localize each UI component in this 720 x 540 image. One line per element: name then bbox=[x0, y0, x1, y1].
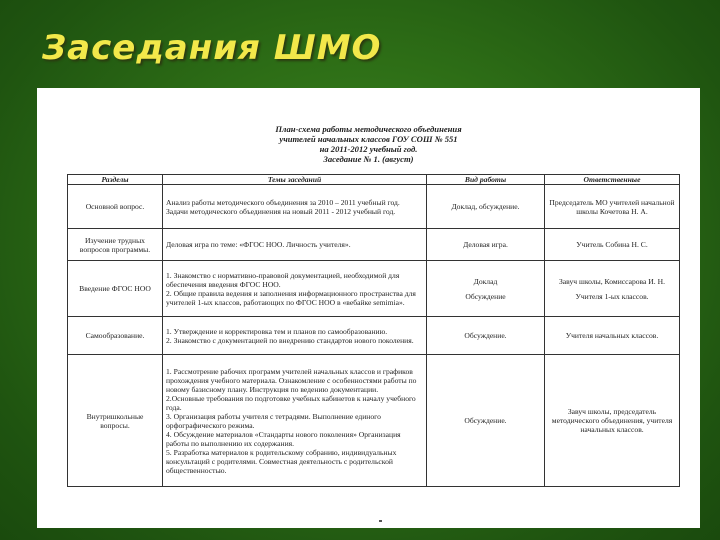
responsible-cell: Учитель Собина Н. С. bbox=[545, 229, 680, 261]
section-cell: Введение ФГОС НОО bbox=[68, 261, 163, 317]
work-type-cell: Обсуждение. bbox=[427, 317, 545, 355]
table-row bbox=[68, 185, 680, 229]
table-row bbox=[68, 317, 680, 355]
topic-cell: Анализ работы методического объединения за 2010 – 2011 учебный год. Задачи методического объединения на новый 2011 - 2012 учебный год. bbox=[163, 185, 427, 229]
work-type-cell: Обсуждение. bbox=[427, 355, 545, 487]
topic-item: 3. Организация работы учителя с тетрадями. Выполнение единого орфографического режима. bbox=[166, 411, 381, 430]
responsible-cell: Учителя начальных классов. bbox=[545, 317, 680, 355]
section-cell: Самообразование. bbox=[68, 317, 163, 355]
column-header: Темы заседаний bbox=[163, 175, 427, 185]
scan-mark bbox=[379, 520, 382, 522]
table-header-row bbox=[68, 175, 680, 185]
table-row bbox=[68, 261, 680, 317]
section-cell: Внутришкольные вопросы. bbox=[68, 355, 163, 487]
topic-cell: Деловая игра по теме: «ФГОС НОО. Личность учителя». bbox=[163, 229, 427, 261]
work-type-cell: Деловая игра. bbox=[427, 229, 545, 261]
section-cell: Основной вопрос. bbox=[68, 185, 163, 229]
table-row bbox=[68, 355, 680, 487]
column-header: Вид работы bbox=[427, 175, 545, 185]
topic-cell bbox=[163, 355, 427, 487]
table-row bbox=[68, 229, 680, 261]
work-type-item: Обсуждение bbox=[465, 291, 506, 301]
responsible-cell bbox=[545, 261, 680, 317]
topic-item: 2. Общие правила ведения и заполнения информационного пространства для учителей 1-ых классов, работающих по ФГОС НОО в «вебайке semimia». bbox=[166, 288, 416, 307]
section-cell: Изучение трудных вопросов программы. bbox=[68, 229, 163, 261]
slide-title: Заседания ШМО bbox=[42, 28, 382, 68]
header-line: учителей начальных классов ГОУ СОШ № 551 bbox=[279, 134, 458, 144]
topic-item: 2. Знакомство с документацией по внедрению стандартов нового поколения. bbox=[166, 335, 414, 345]
work-type-cell bbox=[427, 261, 545, 317]
responsible-cell: Председатель МО учителей начальной школы Кочетова Н. А. bbox=[545, 185, 680, 229]
column-header: Разделы bbox=[68, 175, 163, 185]
topic-cell bbox=[163, 261, 427, 317]
topic-item: 1. Знакомство с нормативно-правовой документацией, необходимой для обеспечения введения ФГОС НОО. bbox=[166, 270, 400, 289]
topic-item: 2.Основные требования по подготовке учебных кабинетов к началу учебного года. bbox=[166, 393, 416, 412]
topic-item: 4. Обсуждение материалов «Стандарты нового поколения» Организация работы по выполнению их содержания. bbox=[166, 429, 401, 448]
plan-table bbox=[67, 174, 680, 487]
responsible-cell: Завуч школы, председатель методического объединения, учителя начальных классов. bbox=[545, 355, 680, 487]
header-line: на 2011-2012 учебный год. bbox=[319, 144, 418, 154]
work-type-cell: Доклад, обсуждение. bbox=[427, 185, 545, 229]
topic-item: 5. Разработка материалов к родительскому собранию, индивидуальных консультаций с родителями. Совместная деятельность с родительской общественностью. bbox=[166, 447, 397, 475]
document-header bbox=[37, 124, 700, 164]
topic-item: 1. Рассмотрение рабочих программ учителей начальных классов и графиков прохождения учебного материала. Ознакомление с особенностями работы по новому базисному плану. Инструкция по ведению документации. bbox=[166, 366, 417, 394]
topic-item: 1. Утверждение и корректировка тем и планов по самообразованию. bbox=[166, 326, 388, 336]
header-line: Заседание № 1. (август) bbox=[323, 154, 414, 164]
work-type-item: Доклад bbox=[473, 276, 498, 286]
scanned-document bbox=[37, 88, 700, 528]
responsible-item: Учителя 1-ых классов. bbox=[575, 291, 649, 301]
header-line: План-схема работы методического объединения bbox=[275, 124, 462, 134]
topic-cell bbox=[163, 317, 427, 355]
column-header: Ответственные bbox=[545, 175, 680, 185]
responsible-item: Завуч школы, Комиссарова И. Н. bbox=[559, 276, 665, 286]
